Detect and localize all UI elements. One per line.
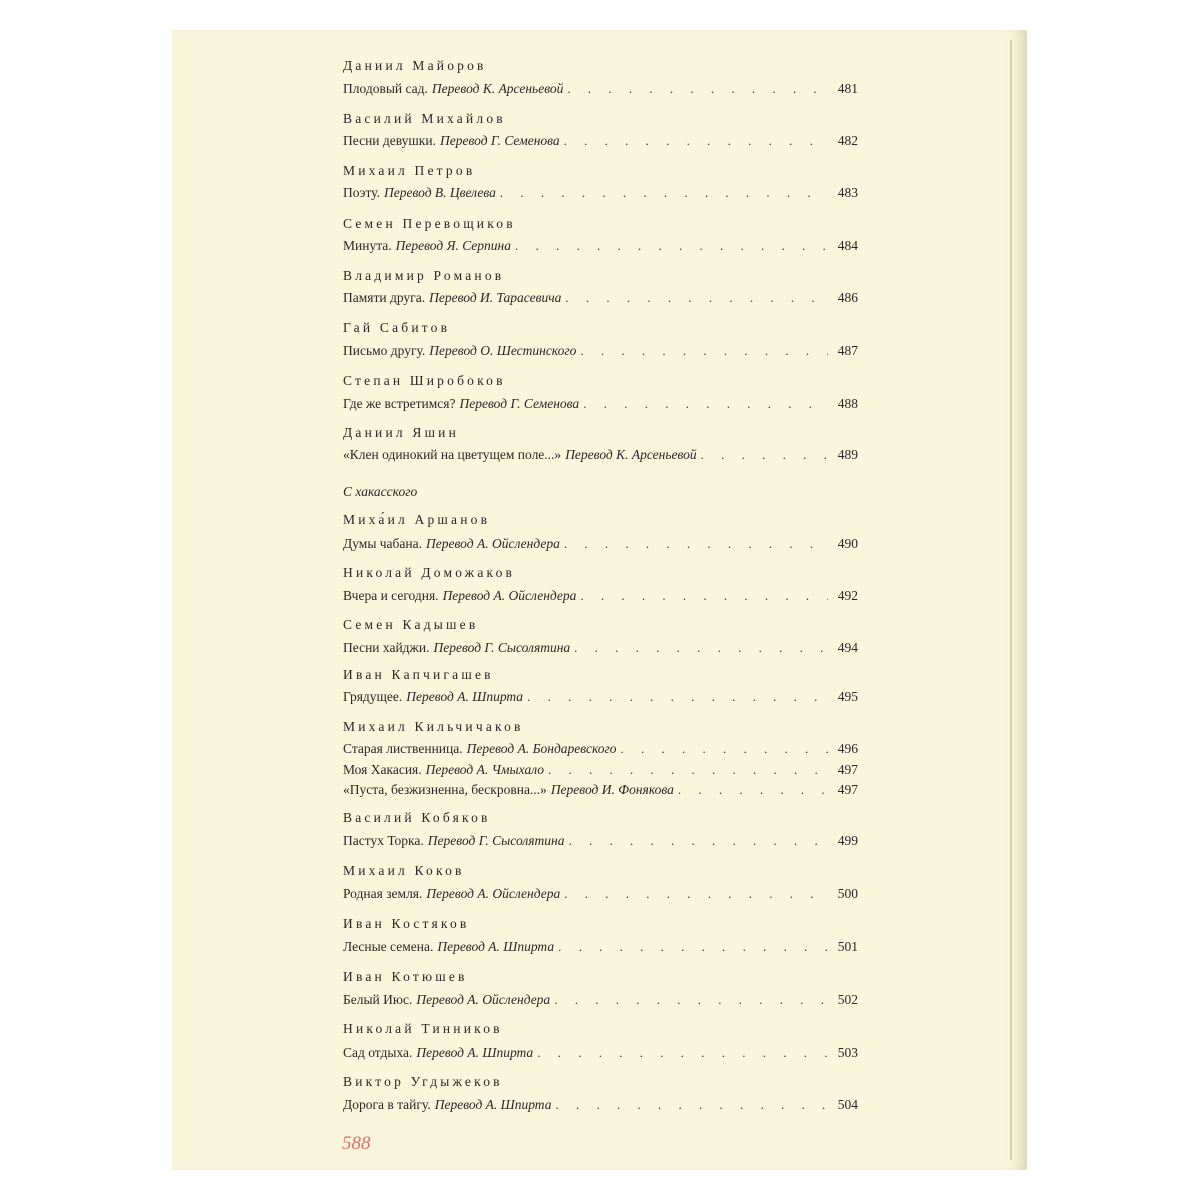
author-name: Владимир Романов	[343, 268, 505, 283]
dot-leader	[558, 939, 828, 955]
translator: Перевод А. Ойслендера	[426, 536, 560, 551]
toc-entry[interactable]	[343, 133, 858, 151]
entry-page-number: 489	[837, 447, 858, 462]
dot-leader	[515, 238, 828, 254]
entry-page-number: 499	[837, 833, 858, 848]
translator: Перевод В. Цвелева	[383, 185, 496, 200]
entry-page-number: 483	[837, 185, 858, 200]
author-name: Даниил Майоров	[343, 58, 487, 73]
toc-entry[interactable]	[343, 447, 858, 465]
toc-entry[interactable]	[343, 939, 858, 957]
translator: Перевод Г. Сысолятина	[433, 640, 571, 655]
toc-entry[interactable]	[343, 640, 858, 658]
translator: Перевод Г. Семенова	[439, 133, 560, 148]
entry-page-number: 488	[837, 396, 858, 411]
author-name: Иван Костяков	[343, 916, 470, 931]
entry-page-number: 496	[837, 741, 858, 756]
work-title: Песни девушки.	[343, 133, 436, 148]
entry-page-number: 497	[837, 782, 858, 797]
dot-leader	[701, 447, 828, 463]
author-name: Михаил Кильчичаков	[343, 719, 524, 734]
work-title: Памяти друга.	[343, 290, 426, 305]
toc-entry[interactable]	[343, 81, 858, 99]
translator: Перевод Г. Сысолятина	[427, 833, 565, 848]
entry-page-number: 490	[837, 536, 858, 551]
translator: Перевод А. Шпирта	[434, 1097, 552, 1112]
translator: Перевод А. Ойслендера	[426, 886, 561, 901]
entry-page-number: 482	[837, 133, 858, 148]
author-name: Гай Сабитов	[343, 320, 451, 335]
entry-page-number: 497	[837, 762, 858, 777]
dot-leader	[554, 992, 828, 1008]
entry-page-number: 481	[837, 81, 858, 96]
translator: Перевод А. Шпирта	[406, 689, 524, 704]
translator: Перевод А. Ойслендера	[442, 588, 577, 603]
dot-leader	[537, 1045, 828, 1061]
author-name: Николай Тинников	[343, 1021, 503, 1036]
dot-leader	[548, 762, 828, 778]
translator: Перевод О. Шестинского	[429, 343, 577, 358]
author-name: Даниил Яшин	[343, 425, 460, 440]
work-title: Минута.	[343, 238, 392, 253]
author-name: Иван Котюшев	[343, 969, 468, 984]
author-name: Василий Михайлов	[343, 111, 506, 126]
entry-page-number: 501	[837, 939, 858, 954]
toc-entry[interactable]	[343, 741, 858, 759]
toc-entry[interactable]	[343, 588, 858, 606]
author-name: Николай Доможаков	[343, 565, 516, 580]
entry-page-number: 503	[837, 1045, 858, 1060]
author-name: Михаил Коков	[343, 863, 465, 878]
toc-entry[interactable]	[343, 238, 858, 256]
entry-page-number: 502	[837, 992, 858, 1007]
author-name: Семен Кадышев	[343, 617, 479, 632]
dot-leader	[500, 185, 828, 201]
work-title: Моя Хакасия.	[343, 762, 422, 777]
dot-leader	[580, 588, 828, 604]
author-name: Семен Перевощиков	[343, 216, 516, 231]
work-title: Сад отдыха.	[343, 1045, 413, 1060]
toc-entry[interactable]	[343, 396, 858, 414]
toc-entry[interactable]	[343, 290, 858, 308]
translator: Перевод К. Арсеньевой	[431, 81, 564, 96]
entry-page-number: 492	[837, 588, 858, 603]
work-title: Родная земля.	[343, 886, 423, 901]
entry-page-number: 486	[837, 290, 858, 305]
page-number: 588	[342, 1133, 371, 1154]
toc-entry[interactable]	[343, 689, 858, 707]
dot-leader	[678, 782, 828, 798]
translator: Перевод А. Шпирта	[437, 939, 555, 954]
section-heading: С хакасского	[343, 484, 418, 499]
dot-leader	[568, 833, 828, 849]
work-title: Белый Июс.	[343, 992, 413, 1007]
author-name: Виктор Угдыжеков	[343, 1074, 503, 1089]
toc-entry[interactable]	[343, 833, 858, 851]
work-title: Вчера и сегодня.	[343, 588, 439, 603]
author-name: Михаил Петров	[343, 163, 476, 178]
dot-leader	[564, 133, 828, 149]
toc-entry[interactable]	[343, 886, 858, 904]
work-title: Плодовый сад.	[343, 81, 428, 96]
translator: Перевод И. Тарасевича	[429, 290, 562, 305]
work-title: «Пуста, безжизненна, бескровна...»	[343, 782, 547, 797]
work-title: Старая лиственница.	[343, 741, 463, 756]
dot-leader	[564, 536, 828, 552]
toc-entry[interactable]	[343, 762, 858, 780]
author-name: Степан Широбоков	[343, 373, 506, 388]
author-name: Миха́ил Аршанов	[343, 512, 491, 527]
work-title: Лесные семена.	[343, 939, 434, 954]
dot-leader	[567, 81, 828, 97]
work-title: Письмо другу.	[343, 343, 426, 358]
author-name: Василий Кобяков	[343, 810, 491, 825]
translator: Перевод А. Ойслендера	[416, 992, 551, 1007]
entry-page-number: 494	[837, 640, 858, 655]
entry-page-number: 500	[837, 886, 858, 901]
work-title: «Клен одинокий на цветущем поле...»	[343, 447, 562, 462]
author-name: Иван Капчигашев	[343, 667, 494, 682]
dot-leader	[574, 640, 828, 656]
work-title: Грядущее.	[343, 689, 403, 704]
toc-entry[interactable]	[343, 1097, 858, 1115]
dot-leader	[565, 290, 828, 306]
toc-entry[interactable]	[343, 343, 858, 361]
entry-page-number: 484	[837, 238, 858, 253]
toc-entry[interactable]	[343, 185, 858, 203]
toc-entry[interactable]	[343, 992, 858, 1010]
toc-entry[interactable]	[343, 1045, 858, 1063]
entry-page-number: 504	[837, 1097, 858, 1112]
dot-leader	[555, 1097, 828, 1113]
entry-page-number: 495	[837, 689, 858, 704]
dot-leader	[527, 689, 828, 705]
entry-page-number: 487	[837, 343, 858, 358]
translator: Перевод К. Арсеньевой	[565, 447, 697, 462]
dot-leader	[583, 396, 828, 412]
translator: Перевод И. Фонякова	[550, 782, 674, 797]
work-title: Где же встретимся?	[343, 396, 456, 411]
dot-leader	[580, 343, 828, 359]
work-title: Песни хайджи.	[343, 640, 430, 655]
translator: Перевод Г. Семенова	[459, 396, 580, 411]
translator: Перевод Я. Серпина	[395, 238, 511, 253]
dot-leader	[621, 741, 828, 757]
work-title: Поэту.	[343, 185, 380, 200]
work-title: Пастух Торка.	[343, 833, 424, 848]
dot-leader	[564, 886, 828, 902]
translator: Перевод А. Шпирта	[416, 1045, 534, 1060]
toc-entry[interactable]	[343, 782, 858, 800]
work-title: Думы чабана.	[343, 536, 423, 551]
work-title: Дорога в тайгу.	[343, 1097, 431, 1112]
translator: Перевод А. Чмыхало	[425, 762, 545, 777]
toc-entry[interactable]	[343, 536, 858, 554]
translator: Перевод А. Бондаревского	[466, 741, 617, 756]
